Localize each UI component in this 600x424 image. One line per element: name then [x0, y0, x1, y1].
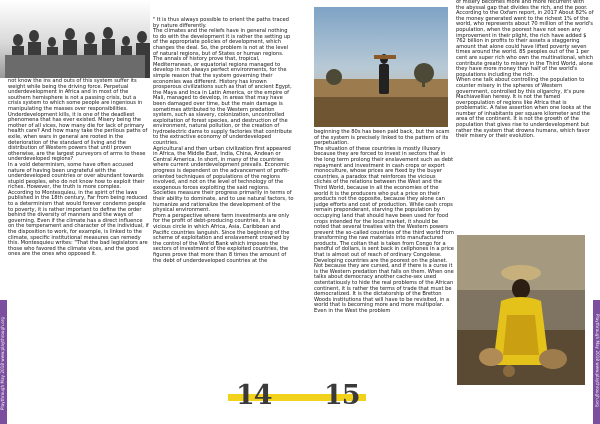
left-column-2 — [153, 18, 294, 264]
right-side-label: Playthrough May 2018 www.playthrough.org — [595, 314, 600, 408]
paragraph: From a perspective where farm investments are only for the profit of debt-producing countries, it is a vicious circle in which Africa, Asia, Caribbean and Pacific countries languish. Since the beginning of the scheme of exploitation and enslavement crowned by the control of the World Bank which imposes the sectors of investment of the exploited countries, the figures prove that more than 8 times the amount of the debt of underdeveloped countries at the — [153, 212, 290, 264]
paragraph: " It is thus always possible to orient the paths traced by nature differently. — [153, 17, 289, 29]
paragraph: Underdevelopment kills, it is one of the deadliest phenomena that has ever existed. Misery being the mother of all vices, how many die for lack of primary health care? And how many take the perilous paths of exile, when wars in general are rooted in the deterioration of the standard of living and the distribution of Western powers that until proven otherwise, are the largest purveyors of arms to these underdeveloped regions? — [8, 111, 148, 163]
right-column-1 — [314, 130, 454, 315]
right-column-2 — [456, 0, 594, 140]
left-side-tab — [0, 300, 7, 424]
left-column-1 — [8, 79, 149, 258]
landscape-photo-top — [314, 7, 448, 127]
paragraph: When one talk about controlling the population to counter misery in the spheres of Western government, controlled by this oligarchy, it's pure Machiavellian heresy. It is not the famed overpopulation of regions like Africa that is problematic. A false assertion when one looks at the number of inhabitants per square kilometer and the area of the continent. It is not the growth of the population that gives rise to underdevelopment but rather the system that drowns humans, which favor their misery or their evolution. — [456, 77, 592, 140]
paragraph: Developing countries are the poorest on the planet. Not because they are cursed, and if there is a curse it is the Western predation that falls on them. When one talks about democracy another cache-sex used ostentatiously to hide the real problems of the African continent, it is rather the terms of trade that must be democratized. It is the dictatorship of the Bretton Woods institutions that will have to be revisited, in a world that is becoming more and more multipolar. Even in the West the problem — [314, 257, 454, 314]
page-number: 14 — [236, 380, 272, 411]
right-side-tab — [593, 300, 600, 424]
page-number: 15 — [324, 380, 360, 411]
woman-photo — [457, 235, 585, 385]
left-side-label: Playthrough May 2018 www.playthrough.org — [0, 316, 5, 410]
paragraph: beginning the 80s has been paid back, but the scam of the system is precisely linked to the pattern of its perpetuation. — [314, 129, 450, 147]
paragraph: The climates and the reliefs have in general nothing to do with the development it is rather the setting up of the appropriate policies of development, which changes the deal. So, the problem is not at the level of natural regions, but of States or human regions. — [153, 28, 291, 57]
paragraph: In a void determinism, some have often accused nature of having been ungrateful with the underdeveloped countries or over abundant towards stupid peoples, who do not know how to exploit their riches. However, the truth is more complex. — [8, 161, 145, 191]
paragraph: Agricultural and then urban civilization first appeared in Africa, the Middle East, India, China, Andean or Central America. In short, in many of the countries where current underdevelopment prevails. Economic progress is dependent on the advancement of profit-oriented techniques of populations of the regions involved, and not on the level of technology of the exogenous forces exploiting the said regions. Societies measure their progress primarily in terms of their ability to dominate, and to use natural factors, to humanize and rationalize the development of the physical environment. — [153, 145, 294, 214]
paragraph: not know the ins and outs of this system suffer its weight while being the driving force. Perpetual underdevelopment in Africa and in most of the southern hemisphere is not a passing crisis, but a crisis system to which some people are ingenious in manipulating the masses over responsibilities. — [8, 78, 143, 112]
paragraph: According to Montesquieu, in the spirit of the laws published in the 18th century, Far from being reduced to a determinism that would forever condemn people to poverty, it is rather important to define the order behind the diversity of manners and the ways of governing. Even if the climate has a direct influence on the temperament and character of the individual, if the disposition to work, for example, is linked to the climate, specific institutional measures can remedy this. Montesquieu writes: "That the bad legislators are those who favored the climate vices, and the good ones are the ones who opposed it. — [8, 189, 149, 258]
paragraph: The situation of these countries is mostly illusory because they are forced to invest in sectors that in the long term prolong their enslavement such as debt repayment and investment in cash crops or export monoculture, whose prices are fixed by the buyer countries, a paradox that reinforces the vicious clichés of the relations between the West and the Third World, because in all the economies of the world it is the producers who put a price on their products not the opposite, because they alone can judge efforts and cost of production. While cash crops remain preponderant, starving the population by occupying land that should have been used for food crops intended for the local market, it should be noted that several treaties with the Western powers prevent the so-called countries of the third world from transforming the raw materials into manufactured products. The coltan that is taken from Congo for a handful of dollars, is sent back in cellphones in a price that is almost out of reach of ordinary Congolese. — [314, 145, 454, 259]
paragraph: The annals of history prove that, tropical, Mediterranean, or equatorial regions managed to develop in not always perfect environments, for the simple reason that the system governing their economies was different. History has known prosperous civilizations such as that of ancient Egypt, the Maya and Inca in Latin America, or the empire of Mali, managed to develop, in areas that may have been damaged over time, but the main damage is sometimes attributed to the Western predation system, such as slavery, colonization, uncontrolled exploitation of forest species, and destruction of the environment, natural pollution, or the creation of hydroelectric dams to supply factories that contribute to the extractive economy of underdeveloped countries. — [153, 56, 292, 147]
paragraph: of misery becomes more and more recurrent with the abyssal gap that divides the rich, and the poor. According to the Oxfam report, in 2017 About 82% of the money generated went to the richest 1% of the world, who represents about 70 million of the world's population, when the poorest have not seen any improvement in their plight, the rich have added $ 762 billion in profits to their assets a staggering amount that alone could have lifted poverty seven times around the world. 85 peoples out of the 1 per cent are super rich who own the multinational, which contribute greatly to misery in the Third World, alone they have more money than half of the world's populations including the rich. — [456, 0, 594, 78]
crowd-photo — [0, 0, 150, 78]
right-page — [300, 0, 600, 424]
